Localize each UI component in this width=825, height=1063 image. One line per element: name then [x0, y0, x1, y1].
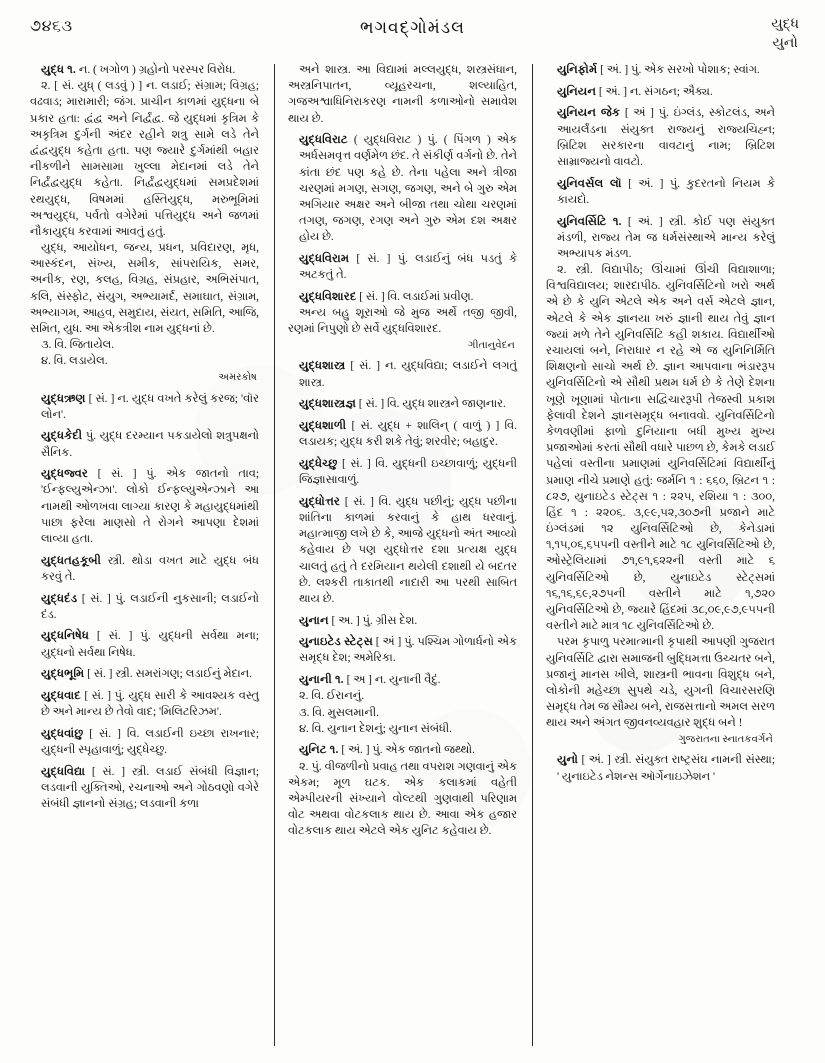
entry-headword: યુદ્ધનિષેધ	[41, 630, 89, 643]
entry-headword: યુનિટ ૧.	[299, 744, 339, 757]
dictionary-entry	[546, 752, 775, 784]
entry-definition-primary: યુદ્ધવાંછુ [ સં. ] વિ. લડાઈની ઇચ્છા રાખનાર; યુદ્ધની સ્પૃહાવાળું; યુદ્ધેચ્છુ.	[41, 727, 259, 757]
dictionary-entry	[30, 391, 259, 423]
entry-headword: યુદ્ધવિરામ	[299, 253, 350, 266]
entry-source-citation: ગુજરાતના સ્નાતકવર્ગને	[678, 733, 773, 745]
dictionary-entry	[288, 358, 517, 390]
entry-definition-primary: યુનાઇટેડ સ્ટેટ્સ [ અં ] પું. પશ્ચિમ ગોળાર્ધનો એક સમૃદ્ધ દેશ; અમેરિકા.	[299, 636, 517, 665]
dictionary-entry	[288, 456, 517, 488]
dictionary-entry	[546, 105, 775, 170]
entry-definition-primary: યુદ્ધવિરાટ ( યુદ્ધવિરાટ ) પું. ( પિંગળ ) એક અર્ધસમવૃત્ત વર્ણમેળ છંદ. તે સંકીર્ણ વર્ગનો છે. તેને કાંતા છંદ પણ કહે છે. તેના પહેલા અને ત્રીજા ચરણમાં મગણ, સગણ, જગણ, અને બે ગુરુ એમ અગિયાર અક્ષર અને બીજા તથા ચોથા ચરણમાં તગણ, જગણ, રગણ અને ગુરુ એમ દશ અક્ષર હોય છે.	[299, 134, 517, 244]
dictionary-entry	[30, 628, 259, 660]
entry-definition-primary: યુદ્ધભૂમિ [ સં. ] સ્ત્રી. સમરાંગણ; લડાઈનું મેદાન.	[41, 668, 253, 681]
entry-source-citation: ગીતાનુવેદન	[468, 339, 515, 351]
entry-definition-continued: ૩. વિ. જિતાયેલ.	[41, 339, 115, 352]
entry-definition-continued: ૩. વિ. મુસલમાની.	[299, 706, 379, 719]
entry-headword: યુદ્ધ ૧.	[41, 64, 77, 76]
column-3	[540, 62, 783, 1052]
entry-headword: યુનિયન જેક	[557, 107, 621, 120]
dictionary-entry	[288, 494, 517, 607]
entry-definition-primary: યુદ્ધવિશારદ [ સં. ] વિ. લડાઈમાં પ્રવીણ.	[299, 290, 474, 303]
entry-definition-primary: અને શાસ્ત્ર. આ વિદ્યામાં મલ્લયુદ્ધ, શસ્ત્રસંધાન, અસ્ત્રનિપાતન, વ્યૂહરચના, શલ્યાહિત, ગજઅશ્વાધિનિરાકરણ નામની કળાઓનો સમાવેશ થાય છે.	[288, 64, 517, 125]
entry-headword: યુનો	[557, 754, 579, 767]
entry-headword: યુનિવર્સલ લૉ	[557, 177, 622, 190]
entry-definition-primary: યુદ્ધવાદ [ સં. ] પું. યુદ્ધ સારી કે આવશ્યક વસ્તુ છે અને માન્ય છે તેવો વાદ; 'મિલિટરિઝમ'.	[41, 690, 259, 719]
entry-headword: યુનાની ૧.	[299, 674, 344, 687]
entry-headword: યુનિયન	[557, 85, 597, 98]
entry-headword: યુદ્ધવિદ્યા	[41, 765, 86, 778]
entry-definition-primary: યુનિટ ૧. [ અં. ] પું. એક જાતનો જથ્થો.	[299, 744, 475, 757]
dictionary-entry	[288, 62, 517, 127]
entry-definition-continued: યુદ્ધ, આયોધન, જન્ય, પ્રધન, પ્રવિદારણ, મૃધ, આસ્કંદન, સંખ્ય, સમીક, સાંપરાયિક, સમર, અનીક, રણ, કલહ, વિગ્રહ, સંપ્રહાર, અભિસંપાત, કલિ, સંસ્ફોટ, સંયુગ, અભ્યામર્દ, સમાઘાત, સંગ્રામ, અભ્યાગમ, આહવ, સમુદાય, સંયત, સમિતિ, આજિ, સમિત, યુધ. આ એકત્રીશ નામ યુદ્ધનાં છે.	[30, 242, 259, 335]
entry-definition-primary: યુદ્ધેચ્છુ [ સં. ] વિ. યુદ્ધની ઇચ્છાવાળું; યુદ્ધની જિજ્ઞાસાવાળું.	[299, 457, 517, 487]
dictionary-entry	[288, 672, 517, 737]
entry-headword: યુનાન	[299, 614, 329, 627]
entry-definition-primary: યુદ્ધતહકૂબી સ્ત્રી. થોડા વખત માટે યુદ્ધ બંધ કરવું તે.	[41, 554, 259, 583]
guide-word-bottom: યુનો	[772, 35, 798, 51]
dictionary-entry	[288, 418, 517, 450]
entry-definition-primary: યુદ્ધઋણ [ સં. ] ન. યુદ્ધ વખતે કરેલું કરજ; 'વૉર લોન'.	[41, 392, 259, 421]
entry-definition-primary: યુનિવર્સિટિ ૧. [ અં. ] સ્ત્રી. કોઈ પણ સંયુક્ત મંડળી, રાજ્ય તેમ જ ધર્મસંસ્થાએ માન્ય કરેલું અભ્યાપક મંડળ.	[557, 215, 775, 260]
entry-headword: યુદ્ધકેદી	[41, 430, 83, 443]
dictionary-entry	[546, 84, 775, 100]
entry-definition-primary: યુદ્ધશાસ્ત્રજ્ઞ [ સં. ] વિ. યુદ્ધ શાસ્ત્રને જાણનાર.	[299, 398, 506, 411]
dictionary-entry	[546, 214, 775, 747]
dictionary-entry	[546, 176, 775, 208]
entry-headword: યુદ્ધોત્તર	[299, 495, 340, 508]
entry-definition-continued: ૪. વિ. લડાયેલ.	[41, 355, 108, 368]
entry-definition-primary: યુદ્ધશાળી [ સં. યુદ્ધ + શાલિન્ ( વાળું ) ] વિ. લડાયક; યુદ્ધ કરી શકે તેવું; શરવીર; બહાદુર.	[299, 420, 517, 449]
entry-definition-continued: અન્ય બહુ શૂરાઓ જે મુજ અર્થે તજી જીવી, રણમાં નિપુણો છે સર્વે યુદ્ધવિશારદ.	[288, 307, 517, 336]
dictionary-entry	[30, 688, 259, 720]
entry-definition-primary: યુનિયન [ અં. ] ન. સંગઠન; ઐક્ય.	[557, 85, 713, 98]
column-divider-2	[532, 64, 533, 1046]
entry-headword: યુદ્ધદંડ	[41, 592, 78, 605]
page-number: ૭૪૬૩	[30, 18, 73, 35]
entry-headword: યુદ્ધઋણ	[41, 392, 86, 405]
dictionary-entry	[30, 553, 259, 585]
entry-headword: યુદ્ધશાસ્ત્રજ્ઞ	[299, 398, 356, 411]
entry-headword: યુનિવર્સિટિ ૧.	[557, 215, 622, 228]
guide-word-top: યુદ્ધ	[771, 17, 799, 32]
dictionary-entry	[288, 289, 517, 353]
entry-definition-primary: યુનાન [ અ. ] પું. ગ્રીસ દેશ.	[299, 614, 418, 627]
column-divider-1	[274, 64, 275, 1046]
entry-headword: યુદ્ધેચ્છુ	[299, 457, 338, 470]
guide-words	[771, 16, 799, 54]
entry-definition-primary: યુદ્ધનિષેધ [ સં. ] પું. યુદ્ધની સર્વથા મના; યુદ્ધનો સર્વથા નિષેધ.	[41, 630, 259, 659]
entry-definition-primary: યુનિયન જેક [ અં ] પું. ઇંગ્લંડ, સ્કોટલંડ, અને આયર્લંડના સંયુક્ત રાજ્યનું રાજ્યચિહ્ન; બ્રિટિશ સરકારના વાવટાનું નામ; બ્રિટિશ સામ્રાજ્યનો વાવટો.	[557, 107, 775, 168]
dictionary-entry	[30, 666, 259, 682]
entry-definition-primary: યુનો [ અં. ] સ્ત્રી. સંયુક્ત રાષ્ટ્રસંઘ નામની સંસ્થા; ' યુનાઇટેડ નેશન્સ ઑર્ગેનાઇઝેશન '	[557, 754, 775, 783]
dictionary-entry	[288, 634, 517, 666]
entry-headword: યુદ્ધવિશારદ	[299, 290, 357, 303]
dictionary-entry	[30, 726, 259, 758]
entry-headword: યુદ્ધભૂમિ	[41, 668, 85, 681]
dictionary-entry	[288, 742, 517, 839]
entry-definition-primary: યુનિફોર્મ [ અં. ] પું. એક સરખો પોશાક; સ્વાંગ.	[557, 64, 760, 76]
entry-headword: યુદ્ધશાળી	[299, 420, 347, 433]
entry-definition-continued: ૨. વિ. ઈરાનનું.	[299, 690, 365, 703]
entry-headword: યુદ્ધતહકૂબી	[41, 554, 102, 567]
dictionary-entry	[288, 251, 517, 283]
column-1	[24, 62, 267, 1052]
entry-definition-primary: યુદ્ધોત્તર [ સં. ] વિ. યુદ્ધ પછીનું; યુદ્ધ પછીના શાંતિના કાળમાં કરવાનું કે હાથ ધરવાનું. મહાત્માજી લખે છે કે, આજે યુદ્ધનો અંત આવ્યો કહેવાય છે પણ યુદ્ધોત્તર દશા પ્રત્યક્ષ યુદ્ધ ચાલતું હતું તે દરમિયાન થયેલી દશાથી યે બદતર છે. લશ્કરી તાકાતથી નાદારી આ પરથી સાબિત થાય છે.	[299, 495, 517, 605]
entry-definition-continued: ૨. [ સં. યુધ્ ( લડવું ) ] ન. લડાઈ; સંગ્રામ; વિગ્રહ; વઢવાડ; મારામારી; જંગ. પ્રાચીન કાળમાં યુદ્ધના બે પ્રકાર હતા: દ્વંદ્વ અને નિર્દ્વંદ્વ. જે યુદ્ધમાં કૃત્રિમ કે અકૃત્રિમ દુર્ગની અંદર રહીને શત્રુ સામે લડે તેને દ્વંદ્વયુદ્ધ કહેતા હતા. પણ જ્યારે દુર્ગમાંથી બહાર નીકળીને સામસામા ખુલ્લા મેદાનમાં લડે તેને નિર્દ્વંદ્વયુદ્ધ કહેતા. નિર્દ્વંદ્વયુદ્ધમાં સમપ્રદેશમાં રથયુદ્ધ, વિષમમાં હસ્તિયુદ્ધ, મરુભૂમિમાં અશ્વયુદ્ધ, પર્વતો વગેરેમાં પત્તિયુદ્ધ અને જળમાં નૌકાયુદ્ધ કરવામાં આવતું હતું.	[30, 80, 259, 238]
entry-definition-continued: ૪. વિ. યુનાન દેશનું; યુનાન સંબંધી.	[299, 722, 452, 735]
entry-definition-primary: યુદ્ધજ્વર [ સં. ] પું. એક જાતનો તાવ; 'ઈન્ફલ્યુએન્ઝા'. લોકો ઈન્ફલ્યુએન્ઝાને આ નામથી ઓળખવા લાગ્યા કારણ કે મહાયુદ્ધમાંથી પાછા ફરેલા માણસો તે રોગને આપણા દેશમાં લાવ્યા હતા.	[41, 468, 259, 546]
entry-definition-primary: યુદ્ધકેદી પું. યુદ્ધ દરમ્યાન પકડાયેલો શત્રુપક્ષનો સૈનિક.	[41, 430, 259, 459]
entry-headword: યુદ્ધજ્વર	[41, 468, 89, 481]
text-columns	[24, 62, 801, 1052]
entry-definition-continued: પરમ કૃપાળુ પરમાત્માની કૃપાથી આપણી ગુજરાત યુનિવર્સિટિ દ્વારા સમાજની બુદ્ધિમત્તા ઉચ્ચતર બને, પ્રજાનું માનસ ખીલે, શાસ્ત્રની ભાવના વિશુદ્ધ બને, લોકોની મહેચ્છા સુપથે ચડે, યુગની વિચારસરણિ સમૃદ્ધ તેમ જ સૌમ્ય બને, રાજસત્તાનો અમલ સરળ થાય અને અંગત જીવનવ્યવહાર શુદ્ધ બને !	[546, 636, 775, 730]
entry-definition-continued: ૨. સ્ત્રી. વિદ્યાપીઠ; ઊંચામાં ઊંચી વિદ્યાશાળા; વિશ્વવિદ્યાલય; શારદાપીઠ. યુનિવર્સિટિનો ખરો અર્થ એ છે કે યુનિ એટલે એક અને વર્સ એટલે જ્ઞાન, એટલે કે એક જ્ઞાનયા ખરું જ્ઞાની થાય તેવું જ્ઞાન જ્યાં મળે તેને યુનિવર્સિટિ કહી શકાય. વિદ્યાર્થીઓ રચાયલાં બને, નિરાધાર ન રહે એ જ યુનિનિર્મિતિ શિક્ષણનો સાચો અર્થ છે. જ્ઞાન આપવાના ભંડારરૂપ યુનિવર્સિટિનો એ સૌથી પ્રથમ ધર્મ છે કે તેણે દેશના ખૂણે ખૂણામાં પોતાના સદ્વિચારરૂપી તેજસ્વી પ્રકાશ ફેલાવી દેશને જ્ઞાનસમૃદ્ધ બનાવવો. યુનિવર્સિટિનો કેળવણીમાં ફાળો દુનિયાના બધી મુખ્ય મુખ્ય પ્રજાઓમાં કરતાં સૌથી વધારે પાછળ છે, કેમકે લડાઈ પહેલાં વસ્તીના પ્રમાણમાં યુનિવર્સિટિમાં વિદ્યાર્થીનું પ્રમાણ નીચે પ્રમાણે હતું: જર્મનિ ૧ : ૬૬૦, બ્રિટન ૧ : ૮૨૭, યુનાઇટેડ સ્ટેટ્સ ૧ : ૨૨૫, રશિયા ૧ : ૩૦૦, હિંદ ૧ : ૨૨૦૬. ૩,૯૯,૫૨,૩૦૭ની પ્રજાને માટે ઇંગ્લંડમાં ૧૨ યુનિવર્સિટિઓ છે, કેનેડામાં ૧,૧૫,૦૬,૬૫૫ની વસ્તીને માટે ૧૮ યુનિવર્સિટિઓ છે, ઓસ્ટ્રેલિયામાં ૭૧,૯૧,૬૨૨ની વસ્તી માટે ૬ યુનિવર્સિટિઓ છે, યુનાઇટેડ સ્ટેટ્સમાં ૧૬,૧૬,૬૯,૨૭૫ની વસ્તીને માટે ૧,૭૨૦ યુનિવર્સિટિઓ છે, જ્યારે હિંદમાં ૩૮,૦૯,૯૭,૯૫૫ની વસ્તીને માટે માત્ર ૧૮ યુનિવર્સિટિઓ છે.	[546, 264, 775, 633]
entry-definition-primary: યુદ્ધવિદ્યા [ સં. ] સ્ત્રી. લડાઈ સંબંધી વિજ્ઞાન; લડવાની યુક્તિઓ, રચનાઓ અને ગોઠવણો વગેરે સંબંધી જ્ઞાનનો સંગ્રહ; લડવાની કળા	[41, 765, 259, 811]
entry-headword: યુદ્ધશાસ્ત્ર	[299, 360, 346, 373]
entry-source-citation: અમરકોષ	[218, 371, 257, 383]
entry-definition-primary: યુદ્ધવિરામ [ સં. ] પું. લડાઈનું બંધ પડતું કે અટકતું તે.	[299, 253, 517, 282]
dictionary-entry	[288, 613, 517, 629]
entry-headword: યુનાઇટેડ સ્ટેટ્સ	[299, 636, 373, 649]
entry-definition-primary: યુદ્ધશાસ્ત્ર [ સં. ] ન. યુદ્ધવિદ્યા; લડાઈને લગતું શાસ્ત્ર.	[299, 360, 517, 389]
entry-headword: યુદ્ધવાંછુ	[41, 727, 84, 740]
entry-headword: યુદ્ધવિરાટ	[299, 134, 348, 147]
entry-headword: યુદ્ધવાદ	[41, 690, 81, 703]
dictionary-entry	[288, 396, 517, 412]
dictionary-entry	[30, 466, 259, 547]
entry-definition-primary: યુનિવર્સલ લૉ [ અં. ] પું. કુદરતનો નિયમ કે કાયદો.	[557, 177, 775, 206]
entry-definition-continued: ૨. પું. વીજળીનો પ્રવાહ તથા વપરાશ ગણવાનું એક એકમ; મૂળ ઘટક. એક કલાકમાં વહેતી એમ્પીયરની સંખ્યાને વોલ્ટથી ગુણવાથી પરિણામ વોટ અથવા વોટકલાક થાય છે. આવા એક હજાર વોટકલાક થાય એટલે એક યુનિટ કહેવાય છે.	[288, 760, 517, 838]
entry-definition-primary: યુનાની ૧. [ અ ] ન. યુનાની વૈદું.	[299, 674, 441, 687]
dictionary-entry	[30, 428, 259, 460]
dictionary-entry	[30, 62, 259, 385]
dictionary-entry	[30, 591, 259, 623]
dictionary-entry	[546, 62, 775, 78]
entry-definition-primary: યુદ્ધ ૧. ન. ( ખગોળ ) ગ્રહોનો પરસ્પર વિરોધ.	[41, 64, 236, 76]
dictionary-entry	[288, 132, 517, 245]
entry-definition-primary: યુદ્ધદંડ [ સં. ] પું. લડાઈની નુકસાની; લડાઈનો દંડ.	[41, 592, 259, 621]
entry-headword: યુનિફોર્મ	[557, 64, 598, 76]
column-2	[282, 62, 525, 1052]
dictionary-entry	[30, 764, 259, 813]
page-header	[0, 0, 825, 62]
book-title: ભગવદ્ગોમંડલ	[360, 18, 465, 37]
